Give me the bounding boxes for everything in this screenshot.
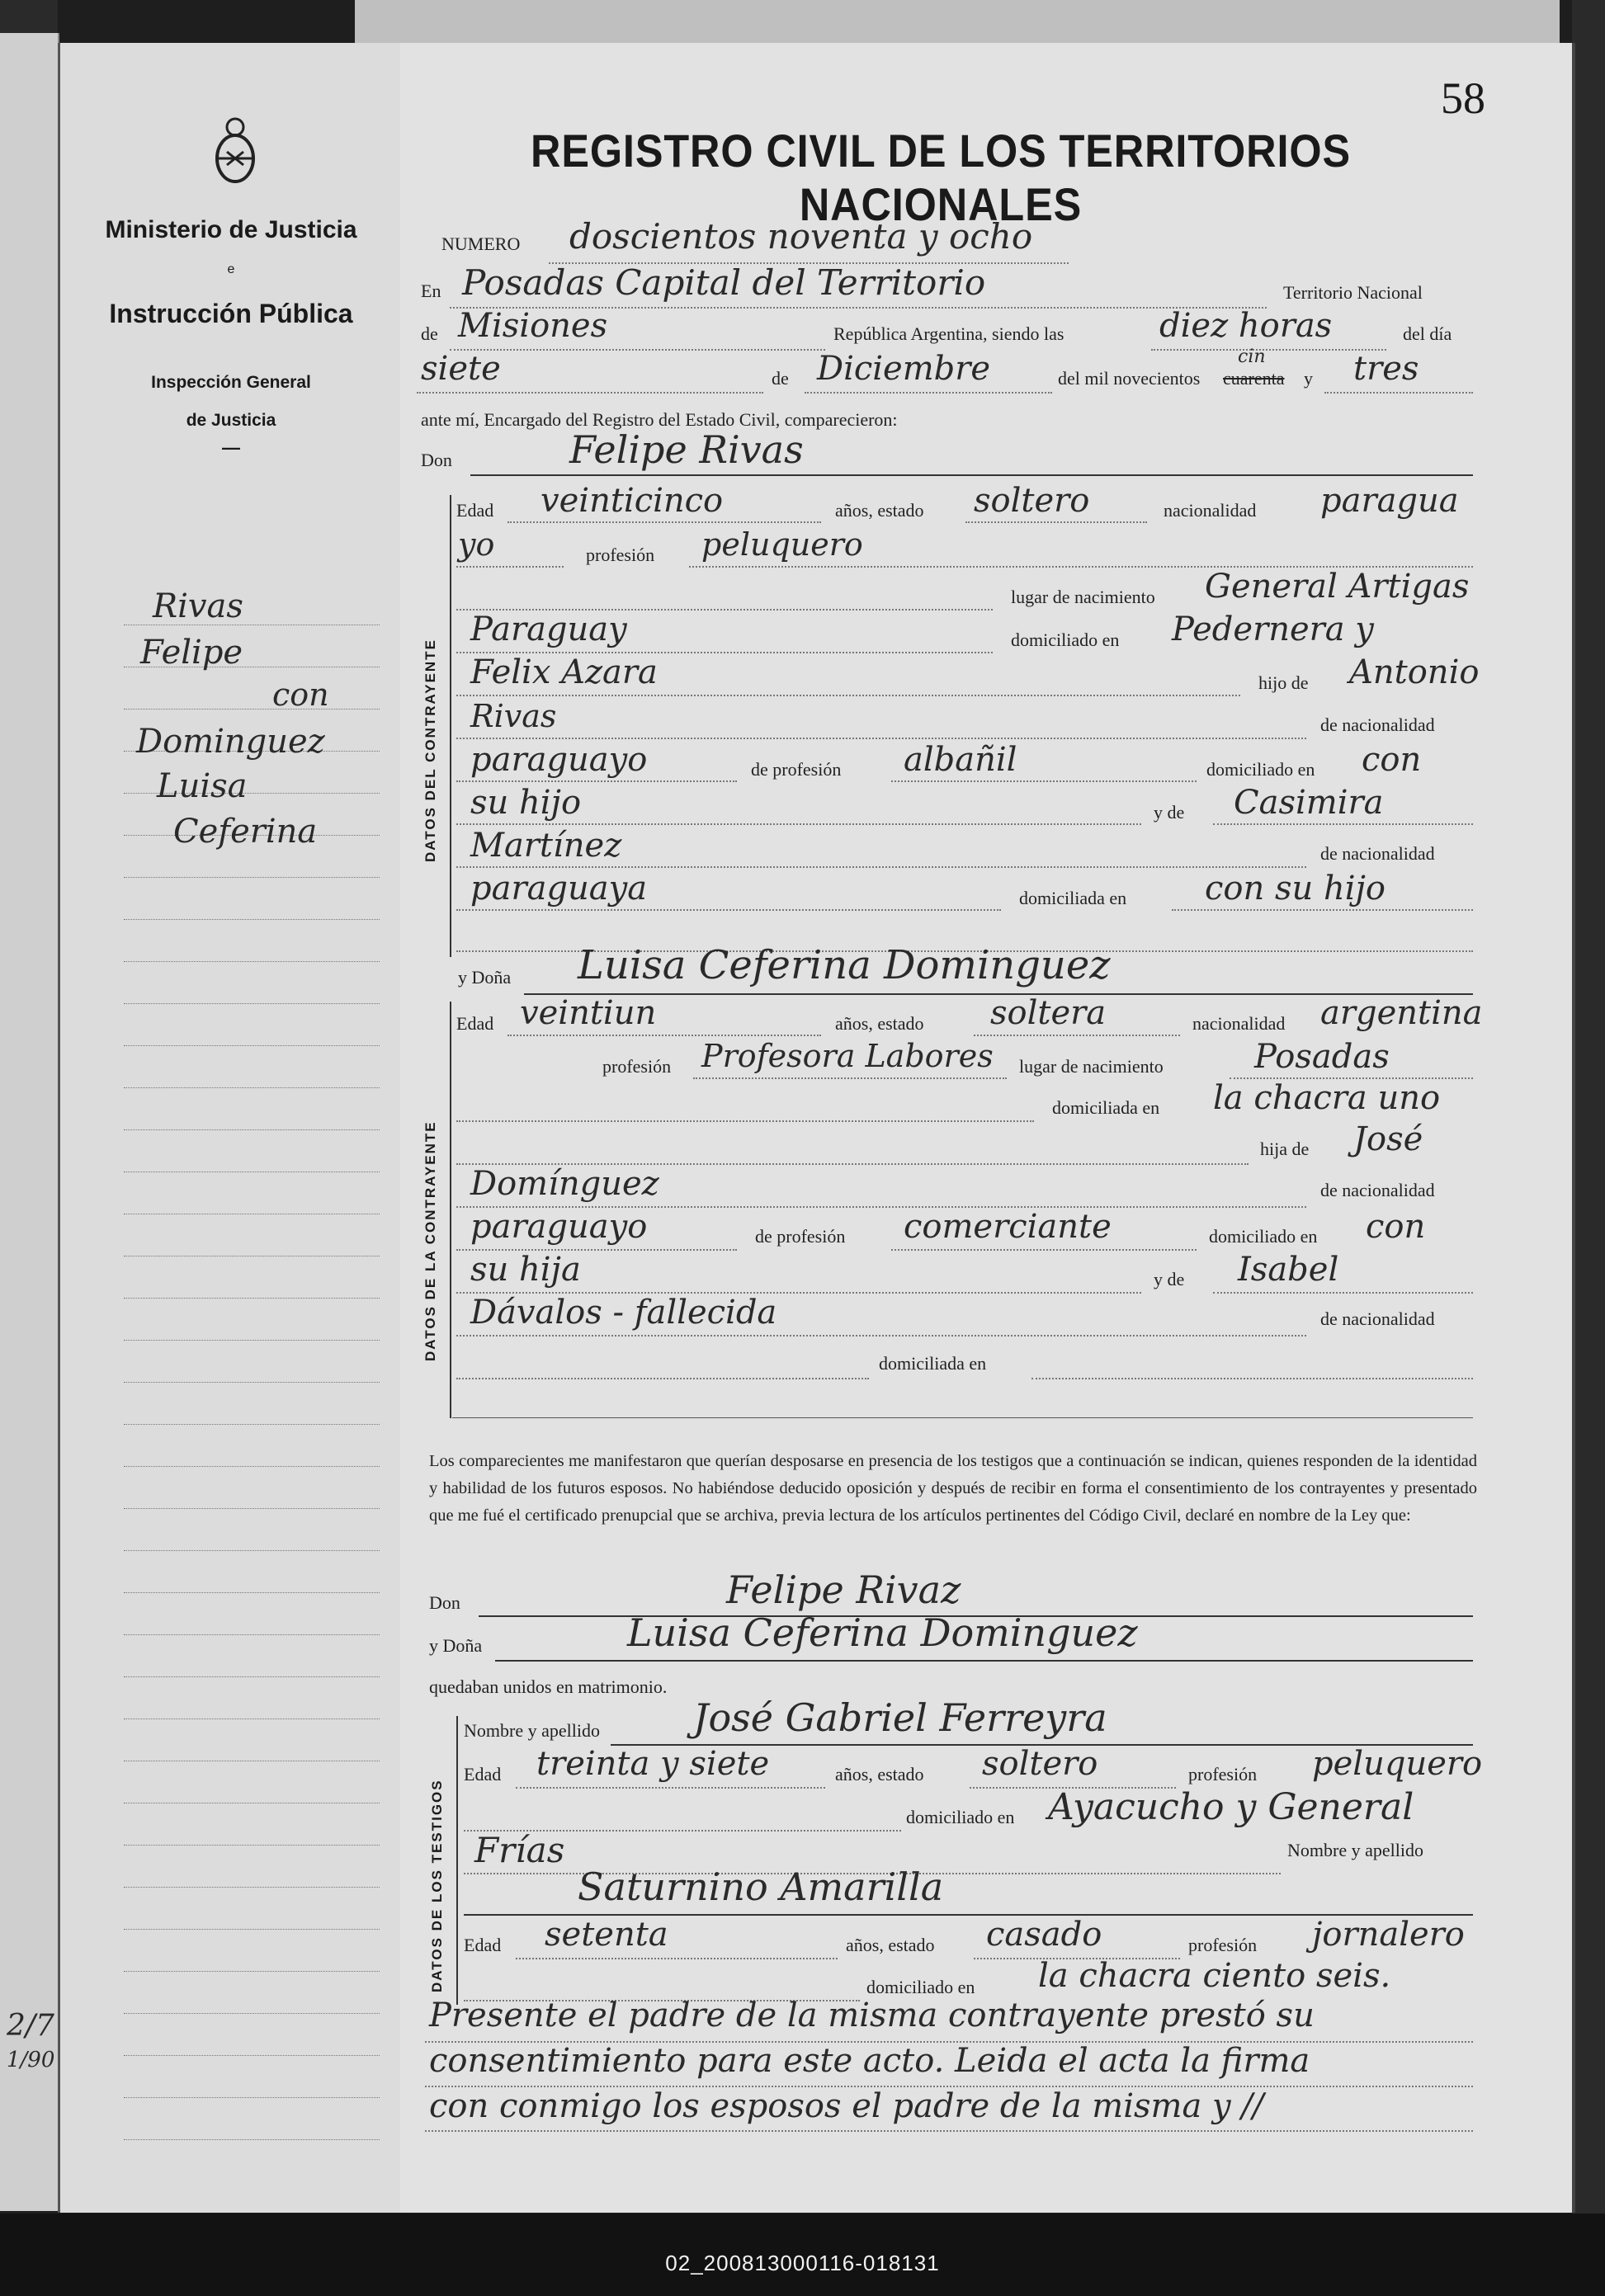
f-edad-label: Edad (456, 1013, 494, 1034)
numero-label: NUMERO (441, 233, 521, 254)
c-dom-label: domiciliado en (1206, 759, 1315, 780)
f-end-line (452, 1417, 1473, 1418)
f-domiciliada-label: domiciliada en (879, 1353, 987, 1374)
nota-rule-2 (425, 2086, 1473, 2087)
contrayente-side-label: DATOS DEL CONTRAYENTE (422, 639, 438, 862)
f-padre-cont: Domínguez (470, 1165, 659, 1203)
c-domicilio-value: Pedernera y (1172, 611, 1374, 648)
contrayenta-side-label: DATOS DE LA CONTRAYENTE (422, 1120, 438, 1361)
t2-nombre-label: Nombre y apellido (1287, 1840, 1423, 1860)
f-blank-line (456, 1120, 1034, 1122)
f-de-nac-label: de nacionalidad (1320, 1180, 1435, 1200)
dia-value: siete (421, 350, 501, 388)
ministry-conjunction: e (227, 262, 235, 276)
f-padre-dom: con (1366, 1208, 1426, 1246)
f-domicilio-value: la chacra uno (1213, 1079, 1441, 1117)
c-lugar-cont: Paraguay (470, 611, 627, 648)
register-title: REGISTRO CIVIL DE LOS TERRITORIOS NACIONALES (531, 125, 1351, 230)
c-domicilio-label: domiciliado en (1011, 629, 1120, 650)
image-id-label: 02_200813000116-018131 (665, 2251, 940, 2275)
republica-label: República Argentina, siendo las (833, 323, 1064, 344)
t2-edad-value: setenta (545, 1916, 668, 1954)
anio-value: tres (1353, 350, 1419, 388)
t1-anios-label: años, estado (835, 1764, 924, 1784)
c-lugar-value: General Artigas (1205, 568, 1470, 606)
f-de-prof-label: de profesión (755, 1226, 846, 1247)
corner-note-2: 1/90 (7, 2048, 55, 2072)
c-de-nac-label: de nacionalidad (1320, 714, 1435, 735)
t1-edad-line (516, 1787, 825, 1789)
anio-line (1324, 392, 1473, 394)
t1-profesion-label: profesión (1188, 1764, 1258, 1784)
territorio-value: Misiones (458, 307, 608, 345)
c-madre-value: Casimira (1234, 784, 1384, 822)
f-profesion-value: Profesora Labores (701, 1038, 994, 1074)
don-line (470, 474, 1473, 476)
margin-note-name3: Ceferina (173, 813, 318, 851)
y-label: y (1304, 368, 1313, 389)
anio-struck: cuarenta (1223, 368, 1285, 389)
del-dia-label: del día (1403, 323, 1452, 344)
margin-note-con: con (272, 677, 329, 713)
decl-dona-value: Luisa Ceferina Dominguez (627, 1610, 1138, 1655)
f-profesion-line (693, 1077, 1007, 1079)
f-madre-cont: Dávalos - fallecida (470, 1294, 777, 1332)
t1-edad-label: Edad (464, 1764, 502, 1784)
c-edad-value: veinticinco (541, 482, 724, 520)
c-madre-line (1213, 823, 1473, 825)
book-cover-edge (1572, 0, 1605, 2213)
f-de-nac-label2: de nacionalidad (1320, 1308, 1435, 1329)
f-nacionalidad-label: nacionalidad (1192, 1013, 1286, 1034)
c-profesion-value: peluquero (701, 526, 863, 563)
c-edad-label: Edad (456, 500, 494, 521)
c-padre-value: Antonio (1349, 653, 1480, 691)
mes-line (805, 392, 1052, 394)
nota-rule-1 (425, 2041, 1473, 2043)
f-madre-cont-line (456, 1335, 1306, 1337)
c-de-nac-label2: de nacionalidad (1320, 843, 1435, 864)
t1-nombre-label: Nombre y apellido (464, 1720, 600, 1741)
territorio-label: Territorio Nacional (1283, 282, 1423, 303)
c-y-de-label: y de (1154, 802, 1185, 823)
f-estado-value: soltera (990, 994, 1107, 1032)
f-estado-line (974, 1035, 1180, 1036)
c-profesion-label: profesión (586, 545, 655, 565)
de-label: de (421, 323, 438, 344)
margin-note-surname: Rivas (153, 587, 243, 625)
t2-estado-value: casado (986, 1916, 1102, 1954)
margin-note-name2: Luisa (157, 767, 248, 805)
decl-quedaban: quedaban unidos en matrimonio. (429, 1676, 668, 1697)
page-number: 58 (1441, 73, 1485, 123)
t2-profesion-value: jornalero (1312, 1916, 1465, 1954)
f-domicilio-label: domiciliada en (1052, 1097, 1160, 1118)
don-value: Felipe Rivas (569, 427, 804, 472)
f-hija-label: hija de (1260, 1139, 1310, 1159)
c-domicilio-cont: Felix Azara (470, 653, 658, 691)
f-padre-nac: paraguayo (470, 1208, 648, 1246)
f-madre-line (1213, 1292, 1473, 1294)
ministry-dash: — (222, 437, 240, 458)
nota-line-3: con conmigo los esposos el padre de la misma y // (429, 2087, 1264, 2125)
ministry-subtitle: Instrucción Pública (109, 299, 353, 328)
t1-estado-value: soltero (982, 1745, 1098, 1783)
nota-line-1: Presente el padre de la misma contrayente prestó su (429, 1997, 1315, 2034)
mes-value: Diciembre (817, 350, 991, 388)
anio-correction: cin (1238, 347, 1266, 367)
inspection-subtitle: de Justicia (186, 411, 276, 430)
c-nacionalidad-value: paragua (1320, 482, 1459, 520)
t1-domicilio-cont: Frías (474, 1830, 565, 1870)
f-nacionalidad-value: argentina (1320, 994, 1483, 1032)
contrayente-bracket (450, 495, 451, 957)
c-madre-cont: Martínez (470, 827, 622, 865)
t2-domicilio-label: domiciliado en (866, 1977, 975, 1997)
c-padre-dom-line (456, 823, 1141, 825)
don-label: Don (421, 450, 452, 470)
t2-anios-label: años, estado (846, 1935, 935, 1955)
t1-profesion-value: peluquero (1312, 1745, 1483, 1783)
decl-don-label: Don (429, 1592, 460, 1613)
f-padre-prof-line (891, 1249, 1197, 1251)
f-dom-label: domiciliado en (1209, 1226, 1318, 1247)
f-edad-line (507, 1035, 821, 1036)
c-madre-nac-line (456, 909, 1001, 911)
c-padre-dom-cont: su hijo (470, 784, 582, 822)
decl-dona-line (495, 1660, 1473, 1662)
de2-label: de (772, 368, 789, 389)
inspection-title: Inspección General (151, 373, 311, 392)
coat-of-arms-icon (206, 116, 264, 190)
t1-nombre-value: José Gabriel Ferreyra (693, 1695, 1107, 1740)
c-madre-nac: paraguaya (470, 870, 648, 908)
c-hijo-label: hijo de (1258, 672, 1309, 693)
f-y-de-label: y de (1154, 1269, 1185, 1289)
ministry-title: Ministerio de Justicia (105, 216, 357, 243)
c-lugar-label: lugar de nacimiento (1011, 587, 1155, 607)
c-edad-line (507, 521, 821, 523)
c-padre-nac: paraguayo (470, 741, 648, 779)
book-edge (0, 33, 59, 2211)
t2-edad-label: Edad (464, 1935, 502, 1955)
margin-note-surname2: Dominguez (136, 723, 325, 761)
c-domiciliada-label: domiciliada en (1019, 888, 1127, 908)
c-padre-cont-line (456, 738, 1306, 739)
en-label: En (421, 281, 441, 301)
t2-domicilio-value: la chacra ciento seis. (1038, 1957, 1391, 1995)
testigos-side-label: DATOS DE LOS TESTIGOS (429, 1779, 445, 1992)
c-domicilio-cont-line (456, 695, 1240, 696)
de-line (450, 349, 825, 351)
c-padre-cont: Rivas (470, 698, 557, 734)
c-padre-prof: albañil (904, 741, 1017, 779)
f-padre-dom-cont: su hija (470, 1251, 581, 1289)
c-madre-dom: con su hijo (1205, 870, 1386, 908)
f-edad-value: veintiun (520, 994, 657, 1032)
c-padre-nac-line (456, 780, 737, 782)
t1-edad-value: treinta y siete (536, 1745, 770, 1783)
t1-domicilio-label: domiciliado en (906, 1807, 1015, 1827)
f-madre-nac-line (456, 1378, 869, 1379)
testigos-bracket (456, 1716, 458, 2005)
c-nacionalidad-cont: yo (458, 526, 495, 563)
c-madre-dom-line (1172, 909, 1473, 911)
t1-domicilio-value: Ayacucho y General (1048, 1786, 1414, 1828)
numero-value: doscientos noventa y ocho (569, 216, 1033, 257)
c-estado-value: soltero (974, 482, 1090, 520)
f-padre-prof: comerciante (904, 1208, 1112, 1246)
f-profesion-label: profesión (602, 1056, 672, 1077)
ante-label: ante mí, Encargado del Registro del Estado Civil, comparecieron: (421, 409, 898, 430)
hora-value: diez horas (1159, 307, 1333, 345)
mil-label: del mil novecientos (1058, 368, 1201, 389)
dona-label: y Doña (458, 967, 512, 988)
margin-note-name: Felipe (140, 634, 243, 672)
f-anios-label: años, estado (835, 1013, 924, 1034)
t2-nombre-value: Saturnino Amarilla (578, 1865, 944, 1909)
c-padre-dom: con (1362, 741, 1422, 779)
dia-line (417, 392, 763, 394)
c-estado-line (965, 521, 1147, 523)
dona-value: Luisa Ceferina Dominguez (578, 942, 1111, 988)
corner-note-1: 2/7 (7, 2009, 54, 2043)
contrayenta-bracket (450, 1002, 451, 1418)
f-lugar-value: Posadas (1254, 1038, 1390, 1076)
t2-profesion-label: profesión (1188, 1935, 1258, 1955)
decl-dona-label: y Doña (429, 1635, 483, 1656)
c-padre-prof-line (891, 780, 1197, 782)
c-madre-cont-line (456, 866, 1306, 868)
previous-page-edge (355, 0, 1560, 45)
f-lugar-label: lugar de nacimiento (1019, 1056, 1164, 1077)
nota-line-2: consentimiento para este acto. Leida el acta la firma (429, 2042, 1310, 2080)
f-padre-value: José (1353, 1120, 1423, 1158)
declaracion-text: Los comparecientes me manifestaron que querían desposarse en presencia de los testigos que a continuación se indican, quienes responden de la identidad y habilidad de los futuros esposos. No habiéndose deducido oposición y después de recibir en forma el consentimiento de los contrayentes y presentado que me fué el certificado prenupcial que se archiva, previa lectura de los artículos pertinentes del Código Civil, declaré en nombre de la Ley que: (429, 1452, 1477, 1525)
decl-don-value: Felipe Rivaz (726, 1568, 961, 1612)
t2-edad-line (516, 1958, 838, 1959)
c-anios-label: años, estado (835, 500, 924, 521)
c-de-prof-label: de profesión (751, 759, 842, 780)
c-nacionalidad-label: nacionalidad (1164, 500, 1257, 521)
lugar-registro: Posadas Capital del Territorio (462, 262, 986, 303)
book-edge-top (0, 0, 58, 33)
f-madre-dom-line (1031, 1378, 1473, 1379)
c-nac-cont-line (456, 566, 564, 568)
nota-rule-3 (425, 2130, 1473, 2132)
f-madre-value: Isabel (1238, 1251, 1339, 1289)
hora-line (1151, 349, 1386, 351)
